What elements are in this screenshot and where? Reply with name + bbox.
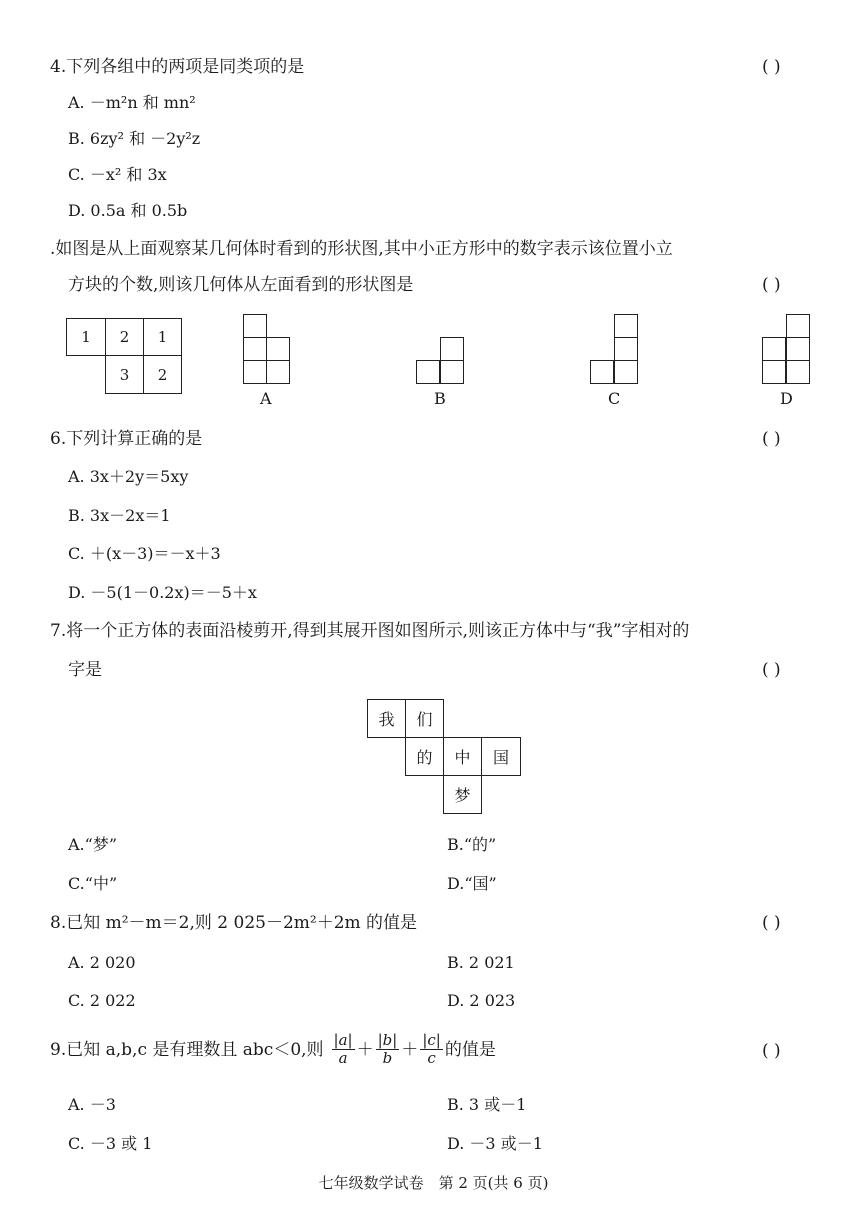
q9-fraction-a: [332, 1032, 355, 1067]
q4-answer-paren: ( ): [762, 57, 781, 77]
plus-sign: ＋: [356, 1039, 374, 1060]
top-view-cell: 2: [105, 318, 144, 356]
fraction-denominator: b: [382, 1049, 393, 1067]
fraction-denominator: c: [427, 1049, 436, 1067]
page-footer: 七年级数学试卷 第 2 页(共 6 页): [318, 1174, 549, 1192]
top-view-cell: 1: [66, 318, 106, 356]
net-cell: 们: [405, 699, 444, 738]
q8-option-c: C. 2 022: [68, 991, 136, 1010]
q7-option-b: B.“的”: [447, 835, 497, 854]
q6-option-d: D. －5(1－0.2x)＝－5＋x: [68, 583, 257, 602]
q5-choice-c-label: C: [608, 389, 621, 408]
q4-option-a: A. －m²n 和 mn²: [68, 93, 196, 112]
q5-choice-d-label: D: [780, 389, 793, 408]
q8-answer-paren: ( ): [762, 913, 781, 933]
q5-stem-line1: .如图是从上面观察某几何体时看到的形状图,其中小正方形中的数字表示该位置小立: [50, 239, 673, 259]
fraction-numerator: |c|: [422, 1031, 441, 1049]
q9-fraction-b: [376, 1032, 400, 1067]
q7-option-c: C.“中”: [68, 874, 118, 893]
q4-option-c: C. －x² 和 3x: [68, 165, 167, 184]
q9-option-d: D. －3 或－1: [447, 1134, 543, 1153]
fraction-denominator: a: [338, 1049, 348, 1067]
q9-option-a: A. －3: [68, 1095, 116, 1114]
q7-option-d: D.“国”: [447, 874, 497, 893]
q4-option-d: D. 0.5a 和 0.5b: [68, 201, 188, 220]
top-view-cell: 2: [143, 355, 182, 394]
q5-choice-b-label: B: [434, 389, 446, 408]
q8-option-b: B. 2 021: [447, 953, 515, 972]
net-cell: 梦: [443, 775, 482, 814]
q5-answer-paren: ( ): [762, 275, 781, 295]
net-cell: 的: [405, 737, 444, 776]
net-cell: 国: [481, 737, 521, 776]
q9-answer-paren: ( ): [762, 1041, 781, 1061]
q9-option-b: B. 3 或－1: [447, 1095, 527, 1114]
q6-option-b: B. 3x－2x＝1: [68, 506, 171, 525]
q8-option-a: A. 2 020: [68, 953, 136, 972]
top-view-cell: 1: [143, 318, 182, 356]
q5-choice-a-label: A: [260, 389, 272, 408]
q4-stem: 4.下列各组中的两项是同类项的是: [50, 57, 305, 77]
q7-option-a: A.“梦”: [68, 835, 118, 854]
q9-stem-suffix: 的值是: [444, 1039, 496, 1060]
fraction-numerator: |b|: [377, 1031, 398, 1049]
q6-answer-paren: ( ): [762, 429, 781, 449]
q7-stem-line2: 字是: [68, 660, 102, 680]
q9-fraction-c: [420, 1032, 443, 1067]
net-cell: 我: [367, 699, 406, 738]
q6-option-a: A. 3x＋2y＝5xy: [68, 467, 189, 486]
fraction-numerator: |a|: [333, 1031, 353, 1049]
q8-option-d: D. 2 023: [447, 991, 516, 1010]
q4-option-b: B. 6zy² 和 －2y²z: [68, 129, 201, 148]
q9-stem: [50, 1032, 496, 1067]
top-view-cell: 3: [105, 355, 144, 394]
net-cell: 中: [443, 737, 482, 776]
plus-sign: ＋: [401, 1039, 419, 1060]
q6-stem: 6.下列计算正确的是: [50, 429, 203, 449]
q7-stem-line1: 7.将一个正方体的表面沿棱剪开,得到其展开图如图所示,则该正方体中与“我”字相对的: [50, 621, 690, 641]
q6-option-c: C. ＋(x－3)＝－x＋3: [68, 544, 221, 563]
q7-answer-paren: ( ): [762, 660, 781, 680]
q9-stem-prefix: 9.已知 a,b,c 是有理数且 abc＜0,则: [50, 1039, 324, 1060]
q8-stem: 8.已知 m²－m＝2,则 2 025－2m²＋2m 的值是: [50, 913, 418, 933]
q9-option-c: C. －3 或 1: [68, 1134, 153, 1153]
q5-stem-line2: 方块的个数,则该几何体从左面看到的形状图是: [68, 275, 414, 295]
